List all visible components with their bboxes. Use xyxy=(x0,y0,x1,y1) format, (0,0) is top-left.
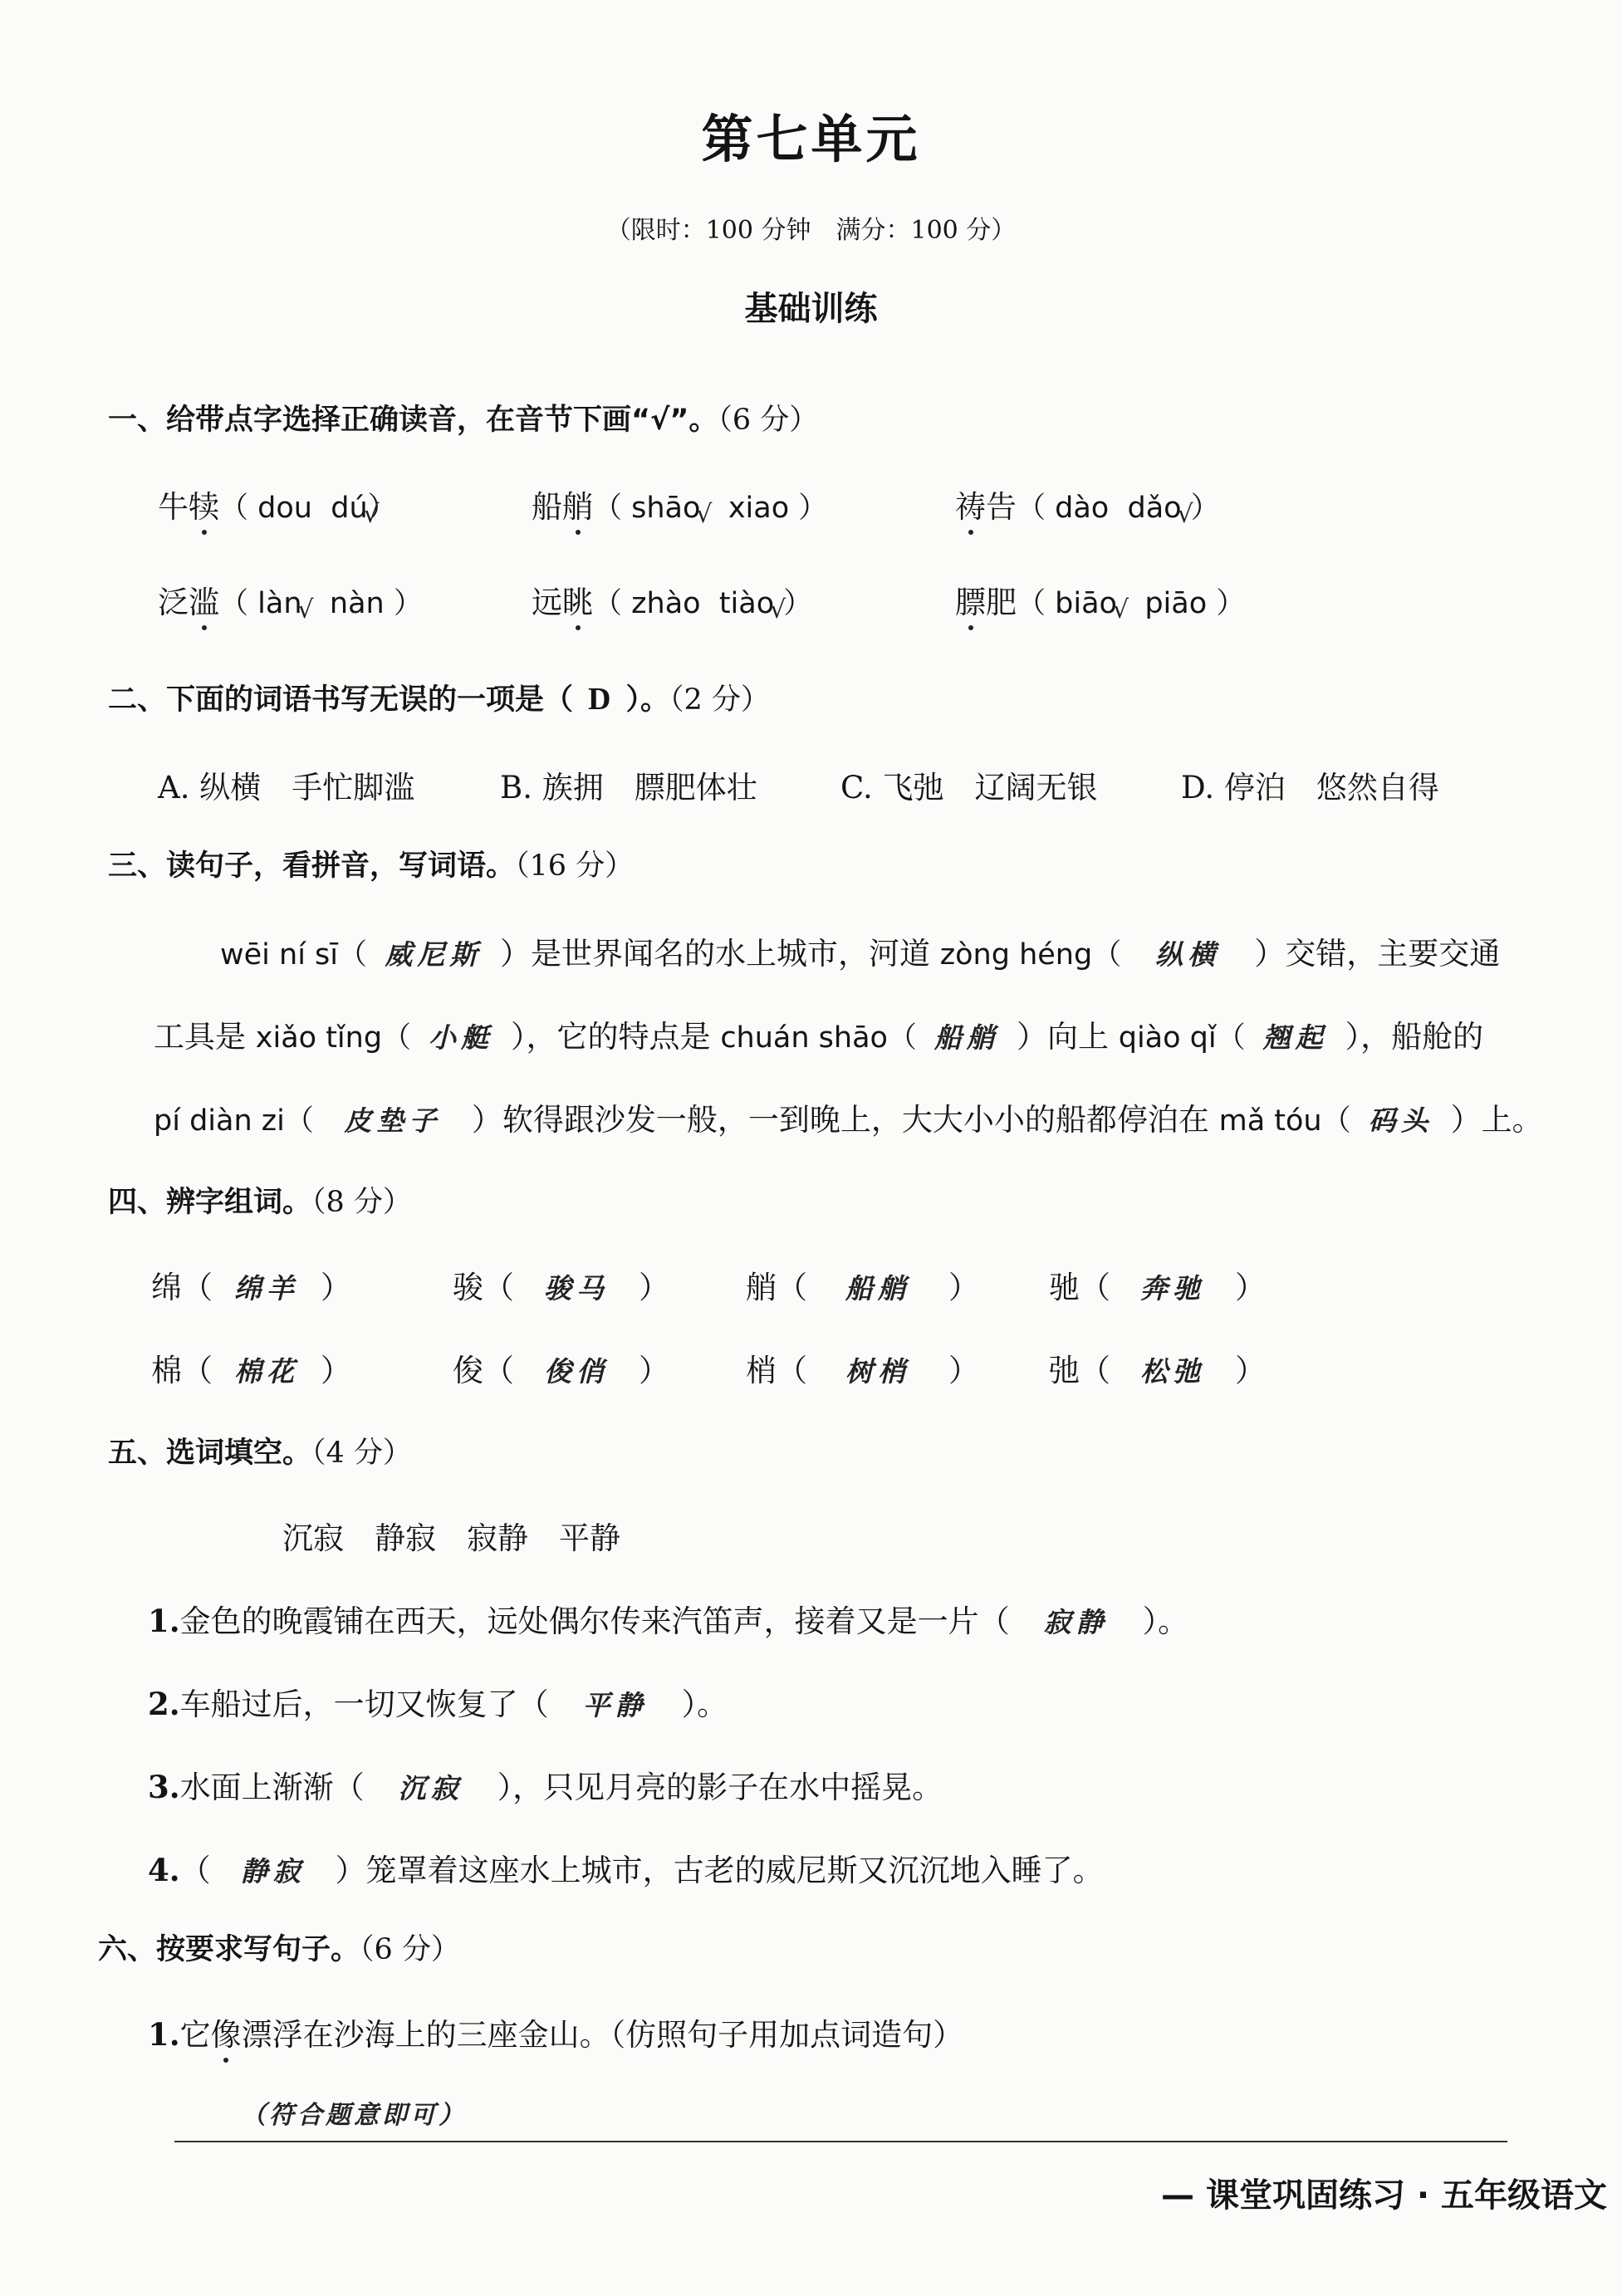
q1-item: 牛犊（ dou dú √） xyxy=(158,482,397,526)
handwritten-answer: 棉花 xyxy=(234,1355,299,1388)
q2-option: A. 纵横 手忙脚滥 xyxy=(158,770,415,805)
handwritten-answer: 船艄 xyxy=(934,1021,999,1054)
q4-item: 棉（ 棉花 ） xyxy=(151,1345,351,1390)
q1-item: 膘肥（ biāo √ piāo ） xyxy=(955,577,1245,622)
dotted-char: 滥 xyxy=(189,577,219,622)
q5-sentence: 4.（ 静寂 ）笼罩着这座水上城市，古老的威尼斯又沉沉地入睡了。 xyxy=(148,1852,1104,1888)
check-mark: biāo √ xyxy=(1055,587,1117,620)
q2-heading: 二、下面的词语书写无误的一项是（ D ）。（2 分） xyxy=(108,682,770,717)
q4-item: 俊（ 俊俏 ） xyxy=(453,1345,669,1390)
q4-item: 驰（ 奔驰 ） xyxy=(1049,1262,1266,1307)
dotted-char: 膘 xyxy=(955,577,986,622)
q5-sentence: 1.金色的晚霞铺在西天，远处偶尔传来汽笛声，接着又是一片（ 寂静 ）。 xyxy=(148,1603,1189,1639)
check-mark: dǎo √ xyxy=(1127,492,1181,525)
q6-heading: 六、按要求写句子。（6 分） xyxy=(98,1933,460,1966)
q3-line-3: pí diàn zi（ 皮垫子 ）软得跟沙发一般，一到晚上，大大小小的船都停泊在 mǎ tóu（ 码头 ）上。 xyxy=(154,1094,1543,1139)
q2-option: C. 飞弛 辽阔无银 xyxy=(840,770,1098,805)
answer: D xyxy=(588,682,611,717)
check-mark: làn √ xyxy=(257,587,301,620)
dotted-char: 像 xyxy=(211,2010,242,2054)
page-title: 第七单元 xyxy=(701,109,921,169)
page-footer: — 课堂巩固练习 · 五年级语文 xyxy=(1161,2176,1607,2215)
handwritten-answer: 船艄 xyxy=(845,1272,910,1305)
q4-item: 梢（ 树梢 ） xyxy=(746,1345,979,1390)
handwritten-answer: 威尼斯 xyxy=(385,938,483,971)
time-limit: （限时：100 分钟 满分：100 分） xyxy=(605,216,1017,245)
check-mark: dú √ xyxy=(331,492,367,525)
dotted-char: 犊 xyxy=(189,482,219,526)
q4-heading: 四、辨字组词。（8 分） xyxy=(108,1186,412,1219)
q3-line-1: wēi ní sī（ 威尼斯 ）是世界闻名的水上城市，河道 zòng héng（ 纵横 ）交错，主要交通 xyxy=(220,928,1500,973)
q1-item: 泛滥（ làn √ nàn ） xyxy=(158,577,423,622)
handwritten-answer: 树梢 xyxy=(845,1355,910,1388)
q6-sentence: 1.它像漂浮在沙海上的三座金山。（仿照句子用加点词造句） xyxy=(148,2010,963,2054)
q4-item: 绵（ 绵羊 ） xyxy=(151,1262,351,1307)
handwritten-answer: 奔驰 xyxy=(1140,1272,1205,1305)
q4-item: 弛（ 松弛 ） xyxy=(1049,1345,1266,1390)
handwritten-answer: （符合题意即可） xyxy=(241,2101,467,2130)
q1-item: 船艄（ shāo √ xiao ） xyxy=(532,482,827,526)
check-mark: tiào √ xyxy=(719,587,774,620)
q1-item: 祷告（ dào dǎo √ ） xyxy=(955,482,1220,526)
handwritten-answer: 松弛 xyxy=(1140,1355,1205,1388)
handwritten-answer: 码头 xyxy=(1368,1104,1433,1137)
q4-item: 艄（ 船艄 ） xyxy=(746,1262,979,1307)
dotted-char: 艄 xyxy=(562,482,593,526)
q4-item: 骏（ 骏马 ） xyxy=(453,1262,669,1307)
section-subtitle: 基础训练 xyxy=(744,290,878,328)
word-bank: 沉寂 静寂 寂静 平静 xyxy=(282,1520,620,1556)
handwritten-answer: 翘起 xyxy=(1262,1021,1328,1054)
handwritten-answer: 小艇 xyxy=(429,1021,494,1054)
answer-line xyxy=(174,2141,1507,2142)
handwritten-answer: 寂静 xyxy=(1043,1606,1109,1638)
handwritten-answer: 皮垫子 xyxy=(344,1104,442,1137)
q2-option: B. 族拥 膘肥体壮 xyxy=(500,770,757,805)
q5-sentence: 2.车船过后，一切又恢复了（ 平静 ）。 xyxy=(148,1686,728,1722)
q1-item: 远眺（ zhào tiào √ ） xyxy=(532,577,812,622)
handwritten-answer: 绵羊 xyxy=(234,1272,299,1305)
q2-option: D. 停泊 悠然自得 xyxy=(1181,770,1439,805)
handwritten-answer: 骏马 xyxy=(544,1272,609,1305)
handwritten-answer: 俊俏 xyxy=(544,1355,609,1388)
handwritten-answer: 沉寂 xyxy=(398,1772,463,1804)
dotted-char: 眺 xyxy=(562,577,593,622)
check-mark: shāo √ xyxy=(631,492,700,525)
dotted-char: 祷 xyxy=(955,482,986,526)
handwritten-answer: 平静 xyxy=(582,1689,648,1721)
q3-heading: 三、读句子，看拼音，写词语。（16 分） xyxy=(108,849,635,883)
q5-sentence: 3.水面上渐渐（ 沉寂 ），只见月亮的影子在水中摇晃。 xyxy=(148,1769,943,1805)
q5-heading: 五、选词填空。（4 分） xyxy=(108,1437,412,1470)
q3-line-2: 工具是 xiǎo tǐng（ 小艇 ），它的特点是 chuán shāo（ 船艄 ）向上 qiào qǐ（ 翘起 ），船舱的 xyxy=(154,1011,1483,1056)
q1-heading: 一、给带点字选择正确读音，在音节下画“√”。（6 分） xyxy=(108,404,819,437)
handwritten-answer: 静寂 xyxy=(240,1855,306,1887)
handwritten-answer: 纵横 xyxy=(1155,938,1221,971)
